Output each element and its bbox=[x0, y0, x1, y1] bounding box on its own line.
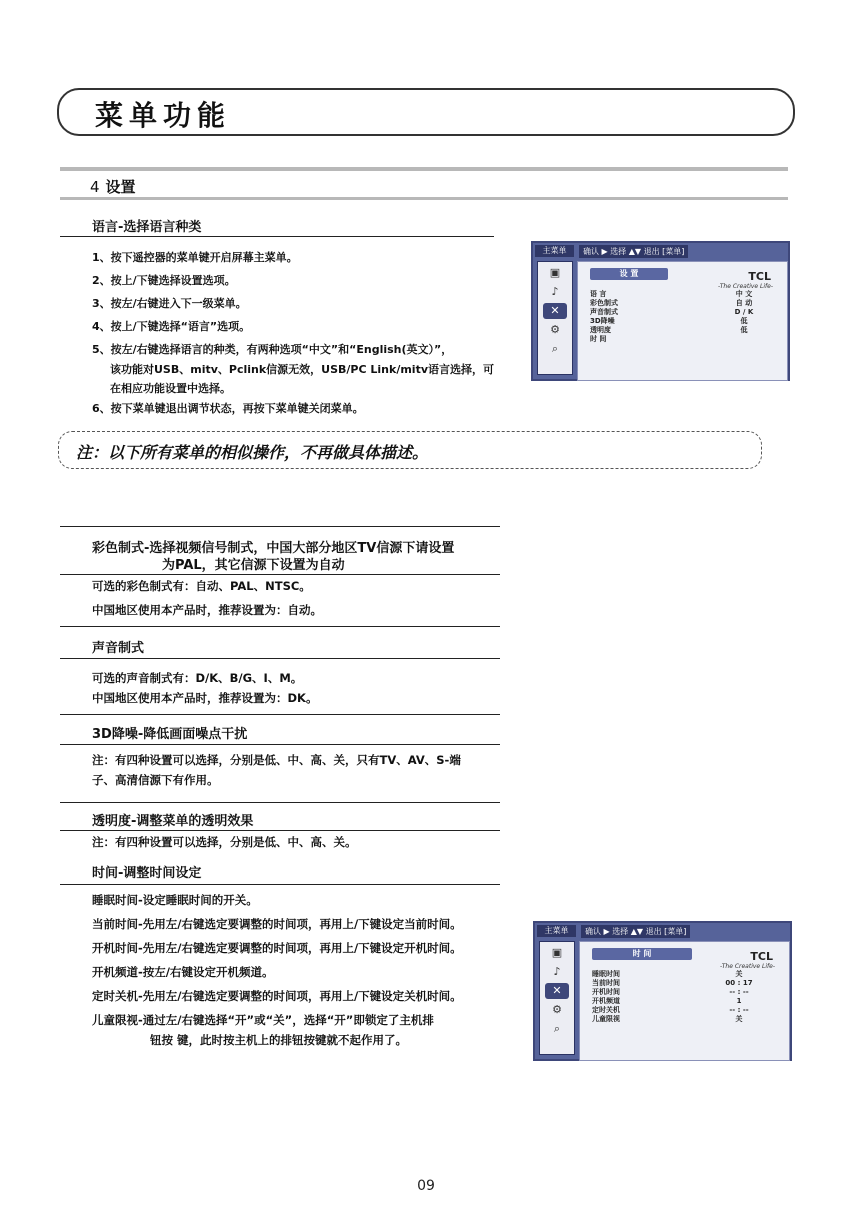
menu-label: 儿童限视 bbox=[592, 1015, 620, 1023]
note-text: 注：以下所有菜单的相似操作，不再做具体描述。 bbox=[76, 443, 429, 462]
noise-rule bbox=[60, 744, 500, 745]
menu-content bbox=[577, 261, 788, 381]
brand-logo: TCL bbox=[750, 950, 773, 963]
page-title: 菜单功能 bbox=[95, 99, 232, 132]
color-system-text: 中国地区使用本产品时，推荐设置为：自动。 bbox=[92, 603, 322, 617]
menu-label: 定时关机 bbox=[592, 1006, 620, 1014]
language-step: 5、按左/右键选择语言的种类，有两种选项“中文”和“English(英文）”， bbox=[92, 343, 453, 356]
menu-value: 关 bbox=[735, 970, 743, 978]
time-text: 定时关机-先用左/右键选定要调整的时间项，再用上/下键设定关机时间。 bbox=[92, 989, 462, 1003]
menu-label: 时 间 bbox=[590, 335, 607, 343]
menu-label: 彩色制式 bbox=[590, 299, 618, 307]
time-text: 开机频道-按左/右键设定开机频道。 bbox=[92, 965, 274, 979]
menu-value: 00 : 17 bbox=[725, 979, 753, 987]
menu-hint-bar: 确认 ▶ 选择 ▲▼ 退出 [菜单] bbox=[581, 925, 690, 938]
sound-system-heading: 声音制式 bbox=[92, 641, 145, 656]
time-text: 开机时间-先用左/右键选定要调整的时间项，再用上/下键设定开机时间。 bbox=[92, 941, 462, 955]
time-rule bbox=[60, 884, 500, 885]
time-text: 钮按 键，此时按主机上的排钮按键就不起作用了。 bbox=[150, 1033, 408, 1047]
language-step: 2、按上/下键选择设置选项。 bbox=[92, 274, 236, 287]
menu-value: 低 bbox=[740, 326, 748, 334]
page-number: 09 bbox=[417, 1178, 435, 1194]
menu-value: D / K bbox=[734, 308, 754, 316]
gear-icon: ⚙ bbox=[552, 1003, 562, 1016]
language-rule bbox=[60, 236, 494, 237]
menu-title: 设 置 bbox=[590, 268, 668, 280]
language-heading: 语言-选择语言种类 bbox=[92, 220, 202, 235]
menu-labels bbox=[590, 290, 618, 344]
settings-tools-icon: ✕ bbox=[545, 983, 569, 999]
menu-values bbox=[716, 970, 762, 1024]
transparency-rule-top bbox=[60, 802, 500, 803]
language-step: 4、按上/下键选择“语言”选项。 bbox=[92, 320, 251, 333]
noise-heading: 3D降噪-降低画面噪点干扰 bbox=[92, 727, 248, 742]
time-heading: 时间-调整时间设定 bbox=[92, 866, 202, 881]
brand-slogan: -The Creative Life- bbox=[720, 963, 775, 970]
language-step: 3、按左/右键进入下一级菜单。 bbox=[92, 297, 247, 310]
sound-icon: ♪ bbox=[553, 965, 561, 978]
menu-value: -- : -- bbox=[729, 988, 749, 996]
noise-rule-top bbox=[60, 714, 500, 715]
menu-value: 关 bbox=[735, 1015, 743, 1023]
section-name: 设置 bbox=[105, 178, 136, 196]
sound-system-rule bbox=[60, 658, 500, 659]
menu-label: 透明度 bbox=[590, 326, 611, 334]
brand-logo: TCL bbox=[748, 270, 771, 283]
sound-system-text: 中国地区使用本产品时，推荐设置为：DK。 bbox=[92, 691, 318, 705]
transparency-rule bbox=[60, 830, 500, 831]
search-icon: ⌕ bbox=[553, 1022, 561, 1035]
menu-hint-bar: 确认 ▶ 选择 ▲▼ 退出 [菜单] bbox=[579, 245, 688, 258]
color-system-heading: 彩色制式-选择视频信号制式，中国大部分地区TV信源下请设置 bbox=[92, 541, 455, 556]
noise-text: 注：有四种设置可以选择，分别是低、中、高、关，只有TV、AV、S-端 bbox=[92, 753, 461, 767]
menu-value: 低 bbox=[740, 317, 748, 325]
menu-label: 开机时间 bbox=[592, 988, 620, 996]
settings-menu-screenshot bbox=[531, 241, 790, 381]
menu-value: -- : -- bbox=[729, 1006, 749, 1014]
transparency-heading: 透明度-调整菜单的透明效果 bbox=[92, 814, 254, 829]
menu-icon-column bbox=[539, 941, 575, 1055]
settings-tools-icon: ✕ bbox=[543, 303, 567, 319]
sound-system-text: 可选的声音制式有：D/K、B/G、I、M。 bbox=[92, 671, 303, 685]
menu-label: 睡眠时间 bbox=[592, 970, 620, 978]
menu-label: 3D降噪 bbox=[590, 317, 615, 325]
time-text: 当前时间-先用左/右键选定要调整的时间项，再用上/下键设定当前时间。 bbox=[92, 917, 462, 931]
menu-labels bbox=[592, 970, 620, 1024]
menu-values bbox=[724, 290, 764, 335]
menu-label: 语 言 bbox=[590, 290, 607, 298]
color-system-heading-2: 为PAL，其它信源下设置为自动 bbox=[162, 558, 345, 573]
language-step: 在相应功能设置中选择。 bbox=[110, 382, 231, 395]
language-step: 6、按下菜单键退出调节状态，再按下菜单键关闭菜单。 bbox=[92, 402, 364, 415]
color-system-rule bbox=[60, 574, 500, 575]
sound-system-rule-top bbox=[60, 626, 500, 627]
time-menu-screenshot bbox=[533, 921, 792, 1061]
transparency-text: 注：有四种设置可以选择，分别是低、中、高、关。 bbox=[92, 835, 357, 849]
top-rule bbox=[60, 167, 788, 171]
menu-value: 自 动 bbox=[735, 299, 753, 307]
menu-value: 中 文 bbox=[735, 290, 753, 298]
search-icon: ⌕ bbox=[551, 342, 559, 355]
language-step: 该功能对USB、mitv、Pclink信源无效，USB/PC Link/mitv语言选择，可 bbox=[110, 363, 494, 376]
gear-icon: ⚙ bbox=[550, 323, 560, 336]
picture-icon: ▣ bbox=[549, 266, 561, 279]
menu-label: 声音制式 bbox=[590, 308, 618, 316]
main-menu-tab: 主菜单 bbox=[537, 925, 576, 937]
section-number: 4 bbox=[90, 178, 100, 196]
color-system-rule-top bbox=[60, 526, 500, 527]
sound-icon: ♪ bbox=[551, 285, 559, 298]
time-text: 儿童限视-通过左/右键选择“开”或“关”，选择“开”即锁定了主机排 bbox=[92, 1013, 434, 1027]
picture-icon: ▣ bbox=[551, 946, 563, 959]
menu-icon-column bbox=[537, 261, 573, 375]
language-step: 1、按下遥控器的菜单键开启屏幕主菜单。 bbox=[92, 251, 298, 264]
menu-label: 当前时间 bbox=[592, 979, 620, 987]
section-rule bbox=[60, 197, 788, 200]
time-text: 睡眠时间-设定睡眠时间的开关。 bbox=[92, 893, 258, 907]
brand-slogan: -The Creative Life- bbox=[718, 283, 773, 290]
noise-text: 子、高清信源下有作用。 bbox=[92, 773, 219, 787]
section-title bbox=[90, 176, 136, 197]
menu-value: 1 bbox=[736, 997, 742, 1005]
menu-content bbox=[579, 941, 790, 1061]
color-system-text: 可选的彩色制式有：自动、PAL、NTSC。 bbox=[92, 579, 311, 593]
main-menu-tab: 主菜单 bbox=[535, 245, 574, 257]
menu-title: 时 间 bbox=[592, 948, 692, 960]
menu-label: 开机频道 bbox=[592, 997, 620, 1005]
